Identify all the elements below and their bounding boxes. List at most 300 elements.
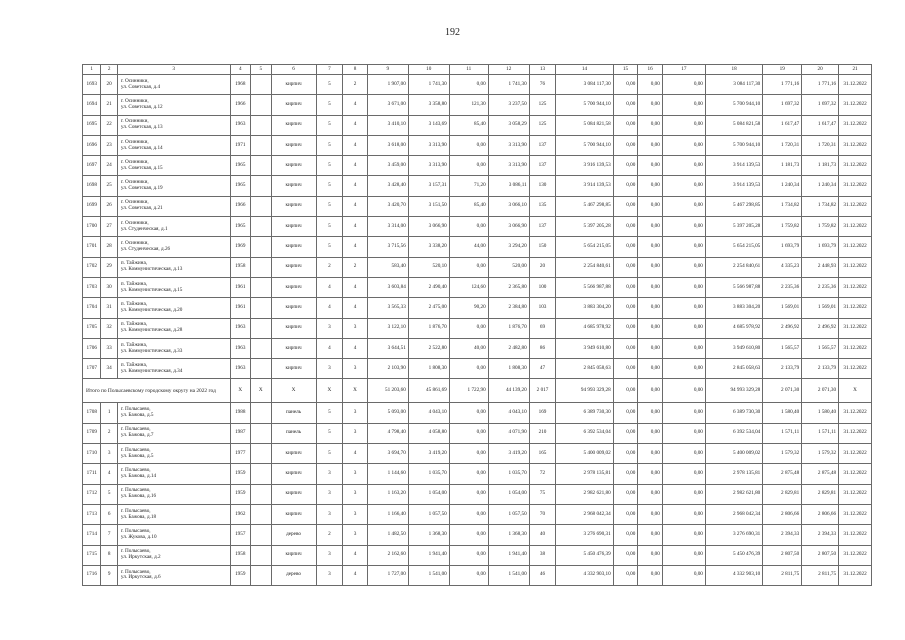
cell-p: 47 — [529, 359, 556, 379]
cell-i: 23 — [101, 135, 117, 155]
cell-tot: 5 654 215,05 — [705, 237, 762, 257]
cell-z2: 0,00 — [638, 277, 663, 297]
column-number-row — [83, 65, 872, 75]
cell-u2: 2 133,79 — [802, 359, 839, 379]
total-cell-c8: X — [343, 379, 368, 403]
cell-u1: 1 181,73 — [763, 156, 802, 176]
cell-year: 1988 — [230, 403, 250, 423]
address-cell — [117, 565, 230, 585]
cell-fl: 5 — [316, 217, 343, 237]
table-row — [83, 444, 872, 464]
cell-a4: 3 066,10 — [488, 196, 529, 216]
cell-cost: 3 084 117,30 — [556, 75, 613, 95]
cell-a3: 0,00 — [449, 217, 488, 237]
cell-a4: 1 808,30 — [488, 359, 529, 379]
cell-a2: 3 313,90 — [408, 135, 449, 155]
cell-u2: 2 496,92 — [802, 318, 839, 338]
cell-u2: 1 771,16 — [802, 75, 839, 95]
cell-en: 3 — [343, 403, 368, 423]
cell-a3: 0,00 — [449, 403, 488, 423]
column-number: 14 — [556, 65, 613, 75]
total-cell-u1: 2 071,30 — [763, 379, 802, 403]
cell-i: 25 — [101, 176, 117, 196]
column-number: 7 — [316, 65, 343, 75]
cell-n: 1697 — [83, 156, 101, 176]
cell-year: 1965 — [230, 176, 250, 196]
cell-a3: 0,00 — [449, 156, 488, 176]
column-number: 3 — [117, 65, 230, 75]
cell-a4: 520,00 — [488, 257, 529, 277]
cell-tot: 5 700 944,10 — [705, 135, 762, 155]
cell-cost: 5 566 987,88 — [556, 277, 613, 297]
cell-p: 103 — [529, 298, 556, 318]
cell-u1: 2 235,36 — [763, 277, 802, 297]
cell-a1: 1 144,60 — [367, 464, 408, 484]
cell-cost: 3 949 610,80 — [556, 338, 613, 358]
cell-cost: 5 400 009,02 — [556, 444, 613, 464]
cell-a1: 3 420,70 — [367, 196, 408, 216]
cell-fl: 3 — [316, 545, 343, 565]
cell-cost: 6 389 730,30 — [556, 403, 613, 423]
address-street: ул. Иркутская, д.6 — [120, 574, 161, 581]
address-city: г. Полысаево, — [120, 507, 151, 514]
table-row — [83, 318, 872, 338]
address-city: г. Полысаево, — [120, 446, 151, 453]
cell-c5 — [251, 237, 271, 257]
column-number: 10 — [408, 65, 449, 75]
cell-z2: 0,00 — [638, 75, 663, 95]
table-row — [83, 565, 872, 585]
address-cell — [117, 359, 230, 379]
cell-p: 46 — [529, 565, 556, 585]
cell-i: 9 — [101, 565, 117, 585]
cell-year: 1987 — [230, 423, 250, 443]
cell-dt: 31.12.2022 — [839, 237, 872, 257]
cell-z1: 0,00 — [613, 298, 638, 318]
cell-i: 6 — [101, 504, 117, 524]
cell-u2: 1 697,32 — [802, 95, 839, 115]
address-street: ул. Иркутская, д.2 — [120, 554, 161, 561]
cell-p: 40 — [529, 525, 556, 545]
column-number: 2 — [101, 65, 117, 75]
table-row — [83, 525, 872, 545]
cell-a2: 2 475,00 — [408, 298, 449, 318]
cell-a2: 2 522,80 — [408, 338, 449, 358]
cell-z3: 0,00 — [662, 423, 705, 443]
cell-tot: 6 392 534,04 — [705, 423, 762, 443]
cell-dt: 31.12.2022 — [839, 444, 872, 464]
cell-z3: 0,00 — [662, 257, 705, 277]
cell-a2: 3 313,90 — [408, 156, 449, 176]
cell-i: 20 — [101, 75, 117, 95]
table-row — [83, 359, 872, 379]
cell-a1: 3 644,51 — [367, 338, 408, 358]
cell-z3: 0,00 — [662, 298, 705, 318]
cell-u2: 2 806,66 — [802, 504, 839, 524]
cell-fl: 4 — [316, 338, 343, 358]
cell-year: 1958 — [230, 545, 250, 565]
cell-p: 86 — [529, 338, 556, 358]
cell-cost: 2 968 042,34 — [556, 504, 613, 524]
cell-a1: 1 727,00 — [367, 565, 408, 585]
address-cell — [117, 504, 230, 524]
cell-fl: 5 — [316, 176, 343, 196]
table-row — [83, 257, 872, 277]
cell-tot: 3 949 610,80 — [705, 338, 762, 358]
cell-year: 1959 — [230, 484, 250, 504]
cell-tot: 2 968 042,34 — [705, 504, 762, 524]
cell-year: 1963 — [230, 115, 250, 135]
address-street: ул. Бажова, д.16 — [120, 493, 157, 500]
cell-p: 137 — [529, 156, 556, 176]
address-city: г. Осинники, — [120, 77, 149, 84]
cell-year: 1961 — [230, 277, 250, 297]
address-cell — [117, 257, 230, 277]
cell-a4: 1 941,40 — [488, 545, 529, 565]
address-street: ул. Бажова, д.14 — [120, 472, 157, 479]
address-cell — [117, 176, 230, 196]
table-row — [83, 545, 872, 565]
cell-a2: 1 941,40 — [408, 545, 449, 565]
cell-dt: 31.12.2022 — [839, 423, 872, 443]
cell-z3: 0,00 — [662, 359, 705, 379]
cell-i: 5 — [101, 484, 117, 504]
cell-n: 1696 — [83, 135, 101, 155]
page-number: 192 — [445, 27, 460, 38]
cell-n: 1705 — [83, 318, 101, 338]
cell-dt: 31.12.2022 — [839, 338, 872, 358]
cell-z1: 0,00 — [613, 115, 638, 135]
cell-a4: 1 876,70 — [488, 318, 529, 338]
cell-i: 7 — [101, 525, 117, 545]
cell-a2: 1 808,30 — [408, 359, 449, 379]
address-street: ул. Жукова, д.10 — [120, 533, 157, 540]
cell-z3: 0,00 — [662, 277, 705, 297]
cell-z1: 0,00 — [613, 237, 638, 257]
cell-fl: 5 — [316, 403, 343, 423]
cell-p: 72 — [529, 464, 556, 484]
cell-dt: 31.12.2022 — [839, 75, 872, 95]
column-number: 12 — [488, 65, 529, 75]
cell-n: 1700 — [83, 217, 101, 237]
total-cell-z1: 0,00 — [613, 379, 638, 403]
cell-u2: 1 579,32 — [802, 444, 839, 464]
cell-dt: 31.12.2022 — [839, 545, 872, 565]
cell-u2: 1 693,79 — [802, 237, 839, 257]
cell-u1: 2 811,75 — [763, 565, 802, 585]
cell-dt: 31.12.2022 — [839, 359, 872, 379]
cell-a3: 40,00 — [449, 338, 488, 358]
table-row — [83, 484, 872, 504]
cell-fl: 3 — [316, 318, 343, 338]
cell-z1: 0,00 — [613, 257, 638, 277]
cell-tot: 5 450 476,39 — [705, 545, 762, 565]
cell-fl: 4 — [316, 298, 343, 318]
cell-i: 4 — [101, 464, 117, 484]
cell-year: 1963 — [230, 359, 250, 379]
total-cell-c6: X — [271, 379, 316, 403]
cell-z1: 0,00 — [613, 444, 638, 464]
address-street: ул. Советская, д.21 — [120, 205, 163, 212]
cell-fl: 5 — [316, 135, 343, 155]
cell-z2: 0,00 — [638, 525, 663, 545]
cell-i: 31 — [101, 298, 117, 318]
address-city: п. Тайжина, — [120, 361, 148, 368]
cell-en: 4 — [343, 95, 368, 115]
cell-a3: 85,40 — [449, 115, 488, 135]
cell-z2: 0,00 — [638, 359, 663, 379]
cell-dt: 31.12.2022 — [839, 217, 872, 237]
cell-z2: 0,00 — [638, 545, 663, 565]
cell-a2: 3 157,31 — [408, 176, 449, 196]
address-city: г. Осинники, — [120, 179, 149, 186]
cell-c5 — [251, 196, 271, 216]
cell-u1: 1 771,16 — [763, 75, 802, 95]
cell-mat: кирпич — [271, 75, 316, 95]
address-city: г. Полысаево, — [120, 487, 151, 494]
cell-c5 — [251, 298, 271, 318]
cell-fl: 3 — [316, 484, 343, 504]
cell-u1: 1 569,01 — [763, 298, 802, 318]
cell-i: 22 — [101, 115, 117, 135]
cell-u2: 1 181,73 — [802, 156, 839, 176]
address-city: г. Полысаево, — [120, 568, 151, 575]
address-street: ул. Коммунистическая, д.15 — [120, 286, 183, 293]
cell-year: 1959 — [230, 565, 250, 585]
cell-z3: 0,00 — [662, 237, 705, 257]
cell-cost: 6 392 534,04 — [556, 423, 613, 443]
cell-p: 210 — [529, 423, 556, 443]
cell-en: 4 — [343, 565, 368, 585]
cell-fl: 5 — [316, 423, 343, 443]
address-city: г. Полысаево, — [120, 406, 151, 413]
cell-z3: 0,00 — [662, 75, 705, 95]
cell-cost: 5 700 944,10 — [556, 95, 613, 115]
address-street: ул. Бажова, д.18 — [120, 513, 157, 520]
cell-n: 1701 — [83, 237, 101, 257]
cell-year: 1958 — [230, 257, 250, 277]
cell-a3: 71,20 — [449, 176, 488, 196]
cell-a1: 3 428,40 — [367, 176, 408, 196]
cell-z2: 0,00 — [638, 217, 663, 237]
cell-p: 169 — [529, 403, 556, 423]
cell-a2: 1 054,00 — [408, 484, 449, 504]
cell-i: 33 — [101, 338, 117, 358]
address-city: г. Осинники, — [120, 219, 149, 226]
cell-a4: 4 043,10 — [488, 403, 529, 423]
cell-fl: 3 — [316, 504, 343, 524]
table-row — [83, 403, 872, 423]
cell-mat: кирпич — [271, 156, 316, 176]
cell-en: 2 — [343, 75, 368, 95]
cell-z3: 0,00 — [662, 484, 705, 504]
column-number: 4 — [230, 65, 250, 75]
total-cell-c4: X — [230, 379, 250, 403]
address-city: п. Тайжина, — [120, 300, 148, 307]
cell-tot: 2 845 058,63 — [705, 359, 762, 379]
cell-a2: 2 490,40 — [408, 277, 449, 297]
cell-z1: 0,00 — [613, 484, 638, 504]
cell-a1: 3 715,56 — [367, 237, 408, 257]
column-number: 9 — [367, 65, 408, 75]
address-street: ул. Коммунистическая, д.28 — [120, 327, 183, 334]
address-city: г. Осинники, — [120, 158, 149, 165]
column-number: 15 — [613, 65, 638, 75]
cell-en: 4 — [343, 338, 368, 358]
cell-a1: 2 103,90 — [367, 359, 408, 379]
total-cell-cost: 94 993 329,28 — [556, 379, 613, 403]
cell-n: 1703 — [83, 277, 101, 297]
address-street: ул. Коммунистическая, д.13 — [120, 266, 183, 273]
cell-u2: 2 235,36 — [802, 277, 839, 297]
cell-a2: 1 057,50 — [408, 504, 449, 524]
cell-i: 27 — [101, 217, 117, 237]
cell-en: 2 — [343, 257, 368, 277]
table-row — [83, 95, 872, 115]
cell-z2: 0,00 — [638, 95, 663, 115]
address-street: ул. Советская, д.4 — [120, 83, 161, 90]
cell-a2: 1 741,30 — [408, 75, 449, 95]
cell-n: 1695 — [83, 115, 101, 135]
cell-fl: 5 — [316, 156, 343, 176]
cell-c5 — [251, 403, 271, 423]
cell-tot: 2 254 840,61 — [705, 257, 762, 277]
cell-u2: 1 571,11 — [802, 423, 839, 443]
cell-u2: 1 580,40 — [802, 403, 839, 423]
cell-cost: 5 084 821,58 — [556, 115, 613, 135]
cell-n: 1716 — [83, 565, 101, 585]
cell-en: 3 — [343, 504, 368, 524]
cell-u1: 2 875,48 — [763, 464, 802, 484]
cell-a3: 44,00 — [449, 237, 488, 257]
cell-i: 24 — [101, 156, 117, 176]
cell-fl: 3 — [316, 565, 343, 585]
cell-a1: 3 410,10 — [367, 115, 408, 135]
cell-a4: 3 313,90 — [488, 156, 529, 176]
address-city: г. Полысаево, — [120, 426, 151, 433]
total-cell-tot: 94 993 329,28 — [705, 379, 762, 403]
cell-dt: 31.12.2022 — [839, 403, 872, 423]
cell-cost: 5 467 298,85 — [556, 196, 613, 216]
cell-n: 1702 — [83, 257, 101, 277]
cell-u1: 2 133,79 — [763, 359, 802, 379]
cell-a3: 0,00 — [449, 359, 488, 379]
cell-tot: 5 566 987,88 — [705, 277, 762, 297]
cell-c5 — [251, 176, 271, 196]
cell-z3: 0,00 — [662, 176, 705, 196]
cell-z1: 0,00 — [613, 95, 638, 115]
cell-year: 1966 — [230, 196, 250, 216]
cell-z2: 0,00 — [638, 423, 663, 443]
cell-c5 — [251, 277, 271, 297]
total-cell-a4: 44 139,20 — [488, 379, 529, 403]
cell-a3: 90,20 — [449, 298, 488, 318]
cell-tot: 5 400 009,02 — [705, 444, 762, 464]
cell-u2: 1 617,47 — [802, 115, 839, 135]
cell-mat: панель — [271, 423, 316, 443]
cell-fl: 5 — [316, 196, 343, 216]
cell-tot: 4 332 903,10 — [705, 565, 762, 585]
cell-z1: 0,00 — [613, 504, 638, 524]
cell-c5 — [251, 565, 271, 585]
address-street: ул. Бажова, д.5 — [120, 452, 154, 459]
cell-en: 4 — [343, 444, 368, 464]
cell-n: 1714 — [83, 525, 101, 545]
cell-fl: 5 — [316, 444, 343, 464]
total-label: Итого по Полысаевскому городскому округу на 2022 год — [83, 379, 231, 403]
cell-cost: 2 978 135,81 — [556, 464, 613, 484]
cell-n: 1693 — [83, 75, 101, 95]
column-number: 18 — [705, 65, 762, 75]
cell-z2: 0,00 — [638, 318, 663, 338]
table-row — [83, 135, 872, 155]
cell-i: 29 — [101, 257, 117, 277]
cell-z1: 0,00 — [613, 423, 638, 443]
cell-a2: 1 368,30 — [408, 525, 449, 545]
cell-u2: 2 394,33 — [802, 525, 839, 545]
cell-z2: 0,00 — [638, 156, 663, 176]
cell-fl: 5 — [316, 75, 343, 95]
cell-en: 3 — [343, 484, 368, 504]
cell-p: 20 — [529, 257, 556, 277]
cell-year: 1968 — [230, 75, 250, 95]
cell-u2: 1 734,82 — [802, 196, 839, 216]
cell-z2: 0,00 — [638, 237, 663, 257]
address-city: г. Осинники, — [120, 240, 149, 247]
cell-z1: 0,00 — [613, 196, 638, 216]
cell-z1: 0,00 — [613, 277, 638, 297]
address-city: г. Осинники, — [120, 199, 149, 206]
cell-n: 1694 — [83, 95, 101, 115]
cell-c5 — [251, 115, 271, 135]
table-row — [83, 75, 872, 95]
column-number: 19 — [763, 65, 802, 75]
address-street: ул. Студенческая, д.1 — [120, 225, 168, 232]
cell-mat: кирпич — [271, 464, 316, 484]
address-street: ул. Коммунистическая, д.33 — [120, 347, 183, 354]
cell-mat: кирпич — [271, 217, 316, 237]
cell-a2: 1 541,00 — [408, 565, 449, 585]
total-cell-a3: 1 722,90 — [449, 379, 488, 403]
address-cell — [117, 237, 230, 257]
cell-cost: 4 685 978,92 — [556, 318, 613, 338]
cell-c5 — [251, 525, 271, 545]
cell-u1: 1 617,47 — [763, 115, 802, 135]
cell-a2: 3 419,20 — [408, 444, 449, 464]
column-number: 17 — [662, 65, 705, 75]
cell-z3: 0,00 — [662, 565, 705, 585]
cell-dt: 31.12.2022 — [839, 484, 872, 504]
cell-en: 4 — [343, 277, 368, 297]
cell-a4: 2 365,80 — [488, 277, 529, 297]
cell-a1: 5 093,00 — [367, 403, 408, 423]
cell-dt: 31.12.2022 — [839, 95, 872, 115]
cell-mat: кирпич — [271, 444, 316, 464]
cell-p: 70 — [529, 504, 556, 524]
cell-cost: 2 254 840,61 — [556, 257, 613, 277]
cell-a2: 1 035,70 — [408, 464, 449, 484]
cell-dt: 31.12.2022 — [839, 525, 872, 545]
cell-u2: 2 829,81 — [802, 484, 839, 504]
cell-a4: 4 071,90 — [488, 423, 529, 443]
cell-dt: 31.12.2022 — [839, 196, 872, 216]
cell-u1: 2 806,66 — [763, 504, 802, 524]
address-street: ул. Студенческая, д.26 — [120, 246, 171, 253]
address-cell — [117, 298, 230, 318]
cell-u1: 2 829,81 — [763, 484, 802, 504]
cell-mat: кирпич — [271, 95, 316, 115]
cell-p: 137 — [529, 217, 556, 237]
